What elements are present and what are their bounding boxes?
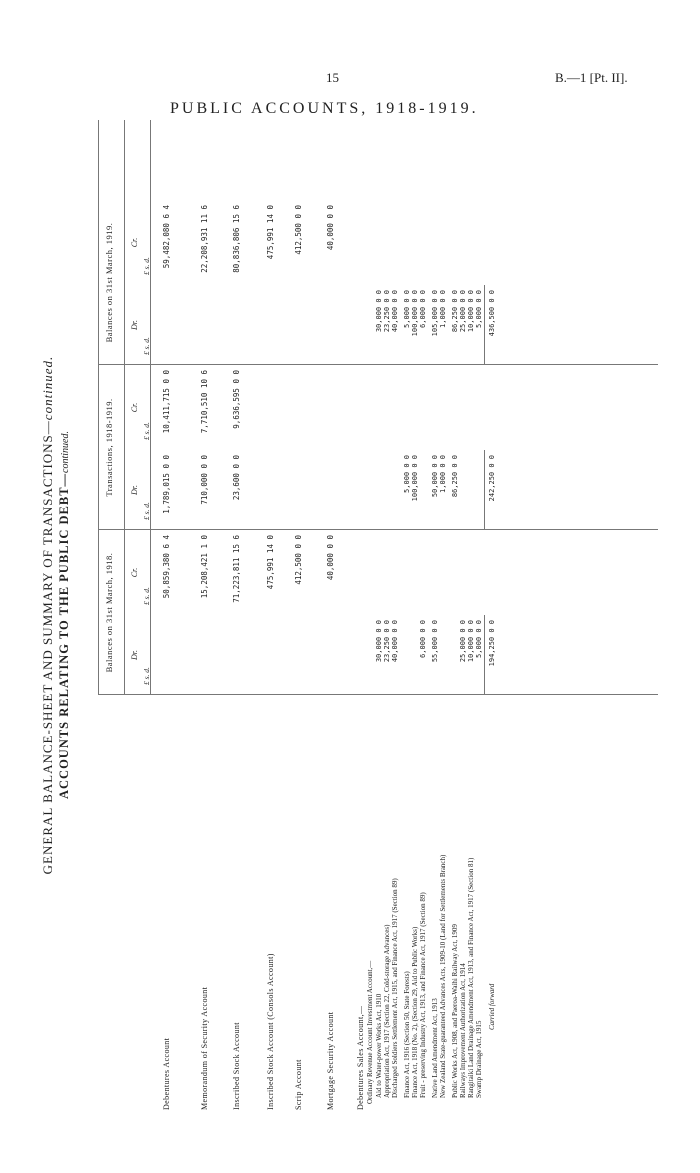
item-b19: 5,000 0 0 [403, 290, 411, 328]
item-b19: 10,000 0 0 [467, 290, 475, 333]
cell-tr-dr: 23,600 0 0 [232, 455, 241, 501]
item-b18: 5,000 0 0 [475, 620, 483, 658]
item-text: Finance Act, 1916 (Section 50, State Forests) [403, 971, 411, 1098]
item-b19: 30,000 0 0 [375, 290, 383, 333]
item-text: Rangitaiki Land Drainage Amendment Act, 1913, and Finance Act, 1917 (Section 81) [467, 857, 475, 1098]
cell-tr-cr: 7,710,510 10 6 [200, 370, 209, 434]
account-label: Memorandum of Security Account [200, 986, 209, 1110]
account-label: Scrip Account [294, 1059, 303, 1110]
item-text: Public Works Act, 1908, and Paeroa-Waihi Railway Act, 1909 [451, 924, 459, 1098]
header-cr-1919: Cr. [130, 237, 139, 248]
cell-b19-cr: 80,836,806 15 6 [232, 205, 241, 273]
cell-b19-cr: 412,500 0 0 [294, 205, 303, 255]
item-b19: 23,250 0 0 [383, 290, 391, 333]
item-b18: 30,000 0 0 [375, 620, 383, 663]
cell-b18-cr: 412,500 0 0 [294, 535, 303, 585]
cell-b18-cr: 40,000 0 0 [326, 535, 335, 581]
cell-b19-cr: 59,482,080 6 4 [162, 205, 171, 269]
cell-b18-cr: 71,223,811 15 6 [232, 535, 241, 603]
cell-tr-dr: 1,789,015 0 0 [162, 455, 171, 514]
account-label: Mortgage Security Account [326, 1011, 335, 1110]
units-1: £ s. d. [142, 667, 151, 685]
item-text: Appropriation Act, 1917 (Section 22, Cold-storage Advances) [383, 924, 391, 1098]
cell-tr-dr: 710,000 0 0 [200, 455, 209, 505]
item-text: Discharged Soldiers Settlement Act, 1915, and Finance Act, 1917 (Section 89) [391, 878, 399, 1098]
page-number: 15 [326, 70, 339, 85]
units-3: £ s. d. [142, 502, 151, 520]
header-cr-trans: Cr. [130, 402, 139, 413]
item-tr: 1,000 0 0 [439, 455, 447, 493]
header-dr-1919: Dr. [130, 320, 139, 331]
balance-sheet-title: GENERAL BALANCE-SHEET AND SUMMARY OF TRANSACTIONS—continued. [40, 355, 55, 875]
item-tr: 50,000 0 0 [431, 455, 439, 498]
units-5: £ s. d. [142, 337, 151, 355]
item-b18: 23,250 0 0 [383, 620, 391, 663]
item-b18: 25,000 0 0 [459, 620, 467, 663]
item-b18: 10,000 0 0 [467, 620, 475, 663]
account-label: Debentures Account [162, 1037, 171, 1110]
header-balances-1919: Balances on 31st March, 1919. [104, 222, 114, 343]
header-dr-trans: Dr. [130, 485, 139, 496]
item-text: Aid to Water-power Works Act, 1910 [375, 993, 383, 1098]
cell-b19-cr: 475,991 14 0 [266, 205, 275, 260]
item-b19: 105,000 0 0 [431, 290, 439, 337]
item-text: Railways Improvement Authorization Act, 1914 [459, 963, 467, 1098]
cell-b18-cr: 475,991 14 0 [266, 535, 275, 590]
item-text: New Zealand State-guaranteed Advances Acts, 1909-10 (Land for Settlements Branch) [439, 854, 447, 1098]
header-dr-1918: Dr. [130, 650, 139, 661]
header-balances-1918: Balances on 31st March, 1918. [104, 552, 114, 673]
units-6: £ s. d. [142, 257, 151, 275]
item-b19: 25,000 0 0 [459, 290, 467, 333]
carried-forward-label: Carried forward [488, 983, 496, 1030]
item-b19: 5,000 0 0 [475, 290, 483, 328]
item-b19: 86,250 0 0 [451, 290, 459, 333]
item-b19: 6,000 0 0 [419, 290, 427, 328]
item-b19: 1,000 0 0 [439, 290, 447, 328]
sales-subheading: Ordinary Revenue Account Investment Account,— [366, 960, 374, 1104]
item-tr: 100,000 0 0 [411, 455, 419, 502]
sales-heading: Debentures Sales Account,— [356, 1005, 365, 1110]
carried-b18: 194,250 0 0 [488, 620, 496, 667]
item-b18: 6,000 0 0 [419, 620, 427, 658]
document-reference: B.—1 [Pt. II]. [555, 70, 628, 85]
public-debt-table [98, 120, 658, 1110]
item-text: Fruit - preserving Industry Act, 1913, and Finance Act, 1917 (Section 89) [419, 892, 427, 1098]
account-label: Inscribed Stock Account [232, 1022, 241, 1110]
item-text: Native Land Amendment Act, 1913 [431, 998, 439, 1098]
cell-b19-cr: 22,208,931 11 6 [200, 205, 209, 273]
item-b19: 100,000 0 0 [411, 290, 419, 337]
cell-b18-cr: 50,859,380 6 4 [162, 535, 171, 599]
item-b18: 40,000 0 0 [391, 620, 399, 663]
item-text: Finance Act, 1918 (No. 2), (Section 29, Aid to Public Works) [411, 926, 419, 1098]
item-text: Swamp Drainage Act, 1915 [475, 1020, 483, 1098]
account-label: Inscribed Stock Account (Consols Account) [266, 953, 275, 1110]
cell-tr-cr: 10,411,715 0 0 [162, 370, 171, 434]
cell-tr-cr: 9,636,595 0 0 [232, 370, 241, 429]
header-transactions: Transactions, 1918-1919. [104, 398, 114, 497]
cell-b18-cr: 15,208,421 1 0 [200, 535, 209, 599]
units-2: £ s. d. [142, 587, 151, 605]
item-tr: 5,000 0 0 [403, 455, 411, 493]
item-tr: 86,250 0 0 [451, 455, 459, 498]
header-cr-1918: Cr. [130, 567, 139, 578]
publication-title: PUBLIC ACCOUNTS, 1918-1919. [170, 100, 479, 117]
public-debt-title: ACCOUNTS RELATING TO THE PUBLIC DEBT—continued. [57, 431, 71, 800]
item-b19: 40,000 0 0 [391, 290, 399, 333]
carried-tr: 242,250 0 0 [488, 455, 496, 502]
carried-b19: 436,500 0 0 [488, 290, 496, 337]
rotated-table-area [40, 120, 680, 1110]
units-4: £ s. d. [142, 422, 151, 440]
cell-b19-cr: 40,000 0 0 [326, 205, 335, 251]
item-b18: 55,000 0 0 [431, 620, 439, 663]
